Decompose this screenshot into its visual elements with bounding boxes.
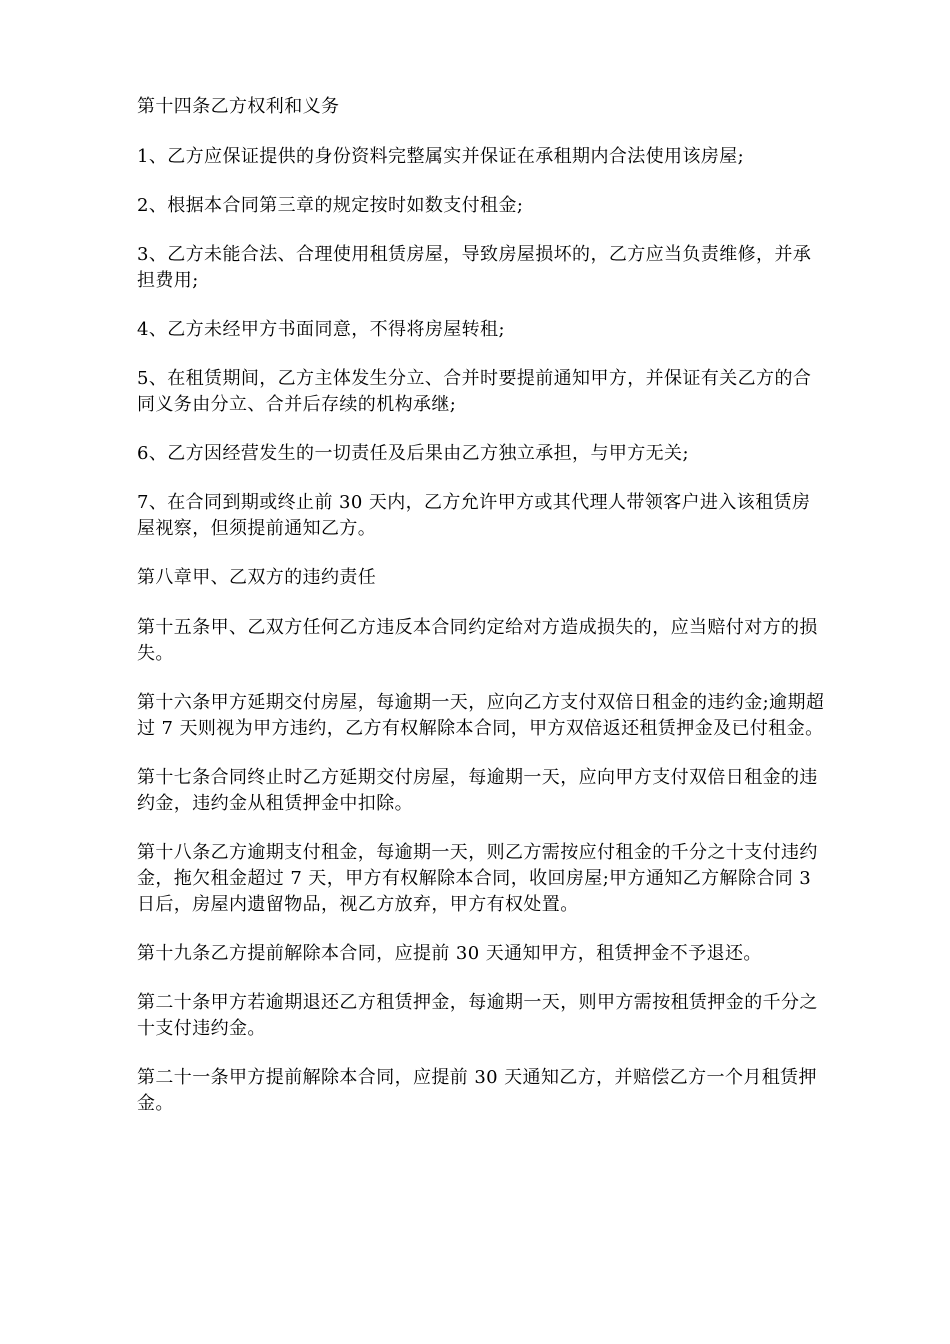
article-20: 第二十条甲方若逾期退还乙方租赁押金，每逾期一天，则甲方需按租赁押金的千分之十支付违约金。	[137, 992, 818, 1039]
article-14-item-4: 4、乙方未经甲方书面同意，不得将房屋转租;	[137, 319, 505, 340]
chapter-8-heading: 第八章甲、乙双方的违约责任	[137, 567, 377, 588]
article-14-heading: 第十四条乙方权利和义务	[137, 96, 340, 117]
article-14-item-3: 3、乙方未能合法、合理使用租赁房屋，导致房屋损坏的，乙方应当负责维修，并承担费用;	[137, 244, 812, 291]
article-14-item-2: 2、根据本合同第三章的规定按时如数支付租金;	[137, 195, 524, 216]
article-21: 第二十一条甲方提前解除本合同，应提前 30 天通知乙方，并赔偿乙方一个月租赁押金。	[137, 1067, 817, 1114]
article-16: 第十六条甲方延期交付房屋，每逾期一天，应向乙方支付双倍日租金的违约金;逾期超过 7 天则视为甲方违约，乙方有权解除本合同，甲方双倍返还租赁押金及已付租金。	[137, 692, 825, 739]
article-14-item-7: 7、在合同到期或终止前 30 天内，乙方允许甲方或其代理人带领客户进入该租赁房屋视察，但须提前通知乙方。	[137, 492, 811, 539]
document-body	[137, 94, 827, 1140]
article-19: 第十九条乙方提前解除本合同，应提前 30 天通知甲方，租赁押金不予退还。	[137, 943, 762, 964]
article-14-item-5: 5、在租赁期间，乙方主体发生分立、合并时要提前通知甲方，并保证有关乙方的合同义务由分立、合并后存续的机构承继;	[137, 368, 812, 415]
article-14-item-6: 6、乙方因经营发生的一切责任及后果由乙方独立承担，与甲方无关;	[137, 443, 689, 464]
article-18: 第十八条乙方逾期支付租金，每逾期一天，则乙方需按应付租金的千分之十支付违约金，拖欠租金超过 7 天，甲方有权解除本合同，收回房屋;甲方通知乙方解除合同 3 日后，房屋内遗留物品，视乙方放弃，甲方有权处置。	[137, 842, 818, 915]
article-17: 第十七条合同终止时乙方延期交付房屋，每逾期一天，应向甲方支付双倍日租金的违约金，违约金从租赁押金中扣除。	[137, 767, 818, 814]
article-15: 第十五条甲、乙双方任何乙方违反本合同约定给对方造成损失的，应当赔付对方的损失。	[137, 617, 818, 664]
article-14-item-1: 1、乙方应保证提供的身份资料完整属实并保证在承租期内合法使用该房屋;	[137, 146, 745, 167]
